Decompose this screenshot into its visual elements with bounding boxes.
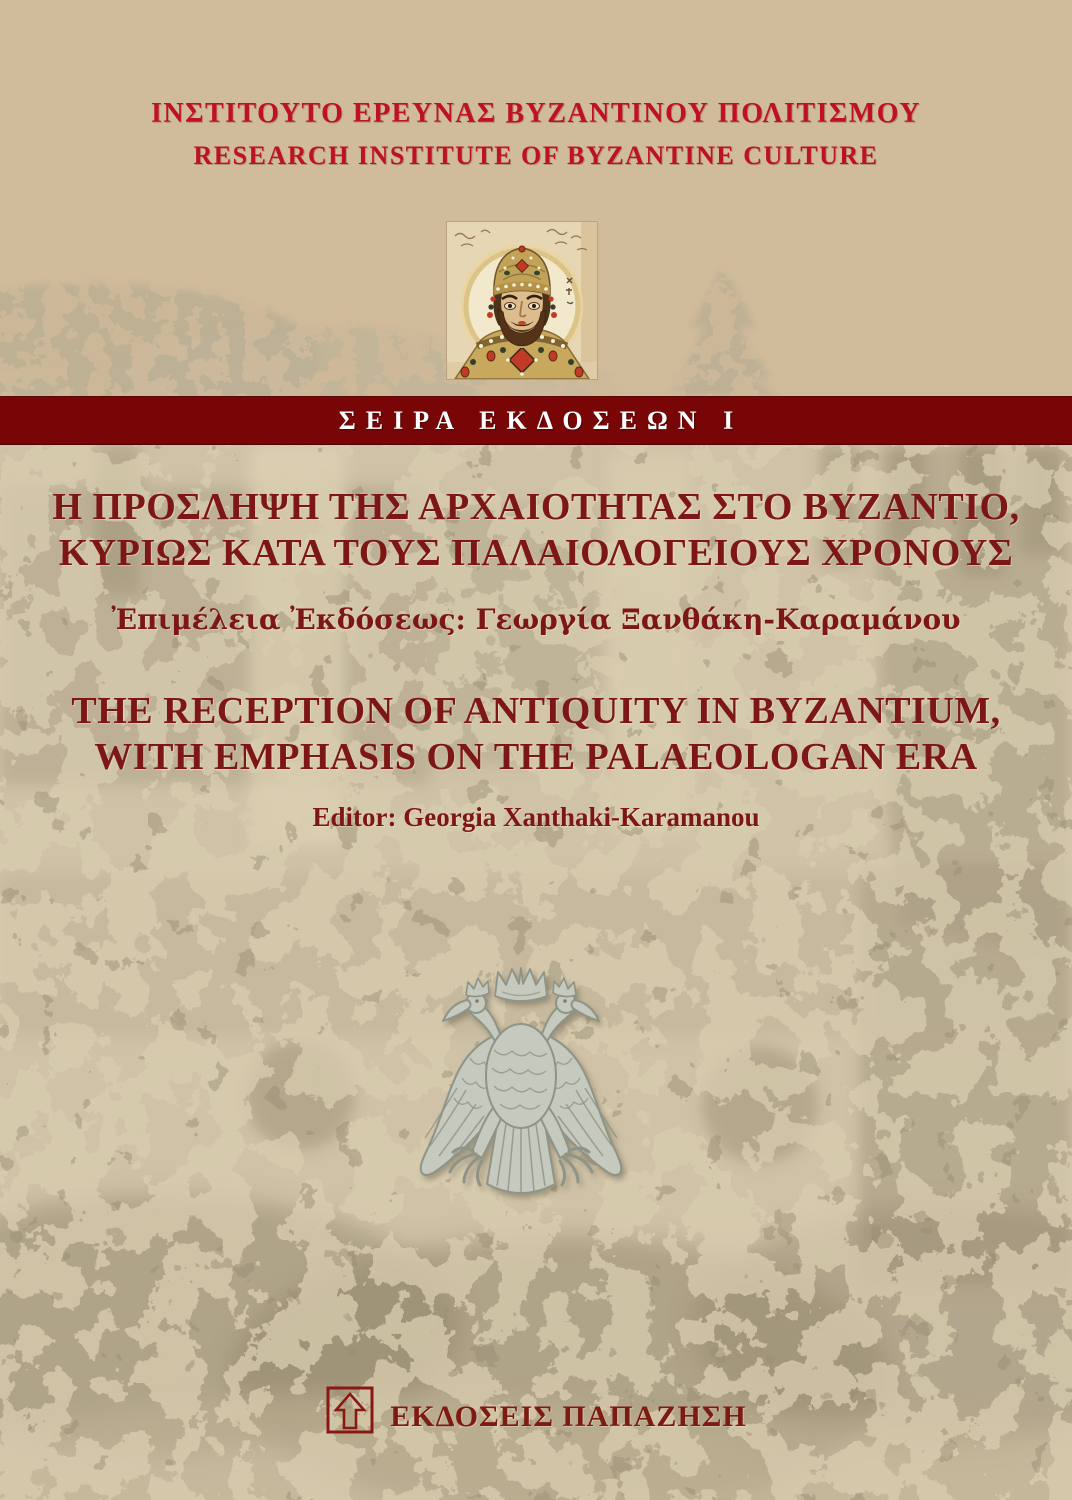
main-title-greek-line2: ΚΥΡΙΩΣ ΚΑΤΑ ΤΟΥΣ ΠΑΛΑΙΟΛΟΓΕΙΟΥΣ ΧΡΟΝΟΥΣ <box>58 532 1014 574</box>
publisher-logo-icon <box>325 1385 375 1435</box>
main-title-english <box>0 688 1072 780</box>
main-title-greek <box>0 484 1072 576</box>
editor-line-english: Editor: Georgia Xanthaki-Karamanou <box>312 802 760 832</box>
main-title-english-line1: THE RECEPTION OF ANTIQUITY IN BYZANTIUM, <box>71 690 1001 732</box>
series-banner-label: ΣΕΙΡΑ ΕΚΔΟΣΕΩΝ Ι <box>338 405 744 435</box>
main-title-greek-line1: Η ΠΡΟΣΛΗΨΗ ΤΗΣ ΑΡΧΑΙΟΤΗΤΑΣ ΣΤΟ ΒΥΖΑΝΤΙΟ, <box>52 486 1020 528</box>
publisher-block <box>0 1380 1072 1440</box>
emperor-portrait-image <box>447 222 597 379</box>
main-title-english-line2: WITH EMPHASIS ON THE PALAEOLOGAN ERA <box>94 736 978 778</box>
publisher-name: ΕΚΔΟΣΕΙΣ ΠΑΠΑΖΗΣΗ <box>390 1400 747 1433</box>
series-banner <box>0 396 1072 445</box>
institute-header <box>0 98 1072 171</box>
editor-line-greek: Ἐπιμέλεια Ἐκδόσεως: Γεωργία Ξανθάκη-Καραμάνου <box>111 603 961 636</box>
eagle-relief-image <box>392 954 650 1202</box>
institute-name-english: RESEARCH INSTITUTE OF BYZANTINE CULTURE <box>193 141 879 170</box>
institute-name-greek: ΙΝΣΤΙΤΟΥΤΟ ΕΡΕΥΝΑΣ ΒΥΖΑΝΤΙΝΟΥ ΠΟΛΙΤΙΣΜΟΥ <box>151 98 921 129</box>
